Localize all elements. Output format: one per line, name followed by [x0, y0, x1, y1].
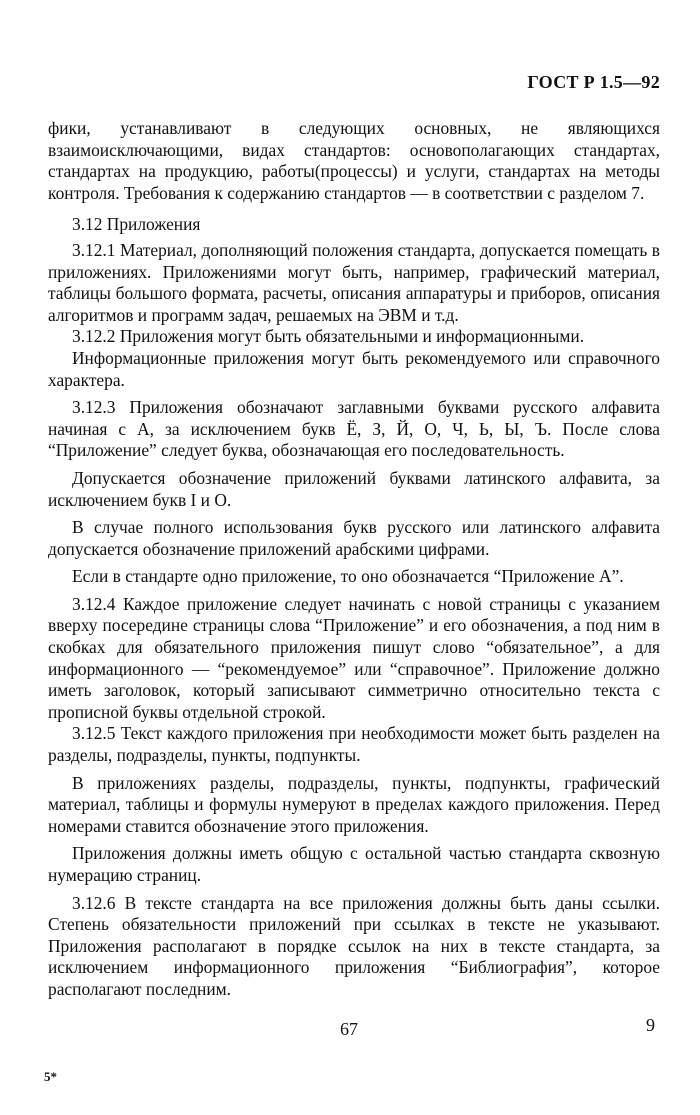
- section-heading: 3.12 Приложения: [72, 214, 201, 235]
- paragraph-arabic-numerals: В случае полного использования букв русского или латинского алфавита допускается обозначение приложений арабскими цифрами.: [48, 517, 660, 559]
- paragraph-3-12-2: 3.12.2 Приложения могут быть обязательными и информационными.: [72, 326, 585, 347]
- paragraph-3-12-4: 3.12.4 Каждое приложение следует начинать с новой страницы с указанием вверху посередине страницы слова “Приложение” и его обозначения, а под ним в скобках для обязательного приложения пишут слово “обязательное”, а для информационного — “рекомендуемое” или “справочное”. Приложение должно иметь заголовок, который записывают симметрично относительно текста с прописной буквы отдельной строкой.: [48, 593, 660, 722]
- page-number: 67: [340, 1019, 358, 1039]
- sheet-number: 9: [646, 1015, 655, 1035]
- body-text: [48, 118, 660, 1001]
- paragraph-latin-letters: Допускается обозначение приложений буквами латинского алфавита, за исключением букв I и O.: [48, 467, 660, 510]
- standard-code-header: ГОСТ Р 1.5—92: [527, 72, 660, 92]
- paragraph-single-appendix: Если в стандарте одно приложение, то оно обозначается “Приложение А”.: [72, 566, 624, 587]
- paragraph-info-appendices: Информационные приложения могут быть рекомендуемого или справочного характера.: [48, 347, 660, 390]
- paragraph-3-12-1: 3.12.1 Материал, дополняющий положения стандарта, допускается помещать в приложениях. Приложениями могут быть, например, графический материал, таблицы большого формата, расчеты, описания аппаратуры и приборов, описания алгоритмов и программ задач, решаемых на ЭВМ и т.д.: [48, 239, 660, 325]
- signature-mark: 5*: [44, 1069, 57, 1084]
- paragraph-3-12-6: 3.12.6 В тексте стандарта на все приложения должны быть даны ссылки. Степень обязательности приложений при ссылках в тексте не указывают. Приложения располагают в порядке ссылок на них в тексте стандарта, за исключением информационного приложения “Библиография”, которое располагают последним.: [48, 892, 660, 999]
- paragraph-3-12-3: 3.12.3 Приложения обозначают заглавными буквами русского алфавита начиная с А, за исключением букв Ё, З, Й, О, Ч, Ь, Ы, Ъ. После слова “Приложение” следует буква, обозначающая его последовательность.: [48, 397, 660, 461]
- paragraph-pagination: Приложения должны иметь общую с остальной частью стандарта сквозную нумерацию страниц.: [48, 843, 660, 885]
- paragraph-continuation: фики, устанавливают в следующих основных, не являющихся взаимоисключающими, видах стандартов: основополагающих стандартах, стандартах на продукцию, работы(процессы) и услуги, стандартах на методы контроля. Требования к содержанию стандартов — в соответствии с разделом 7.: [48, 118, 660, 203]
- paragraph-3-12-5: 3.12.5 Текст каждого приложения при необходимости может быть разделен на разделы, подразделы, пункты, подпункты.: [48, 723, 660, 766]
- paragraph-numbering: В приложениях разделы, подразделы, пункты, подпункты, графический материал, таблицы и формулы нумеруют в пределах каждого приложения. Перед номерами ставится обозначение этого приложения.: [48, 772, 660, 836]
